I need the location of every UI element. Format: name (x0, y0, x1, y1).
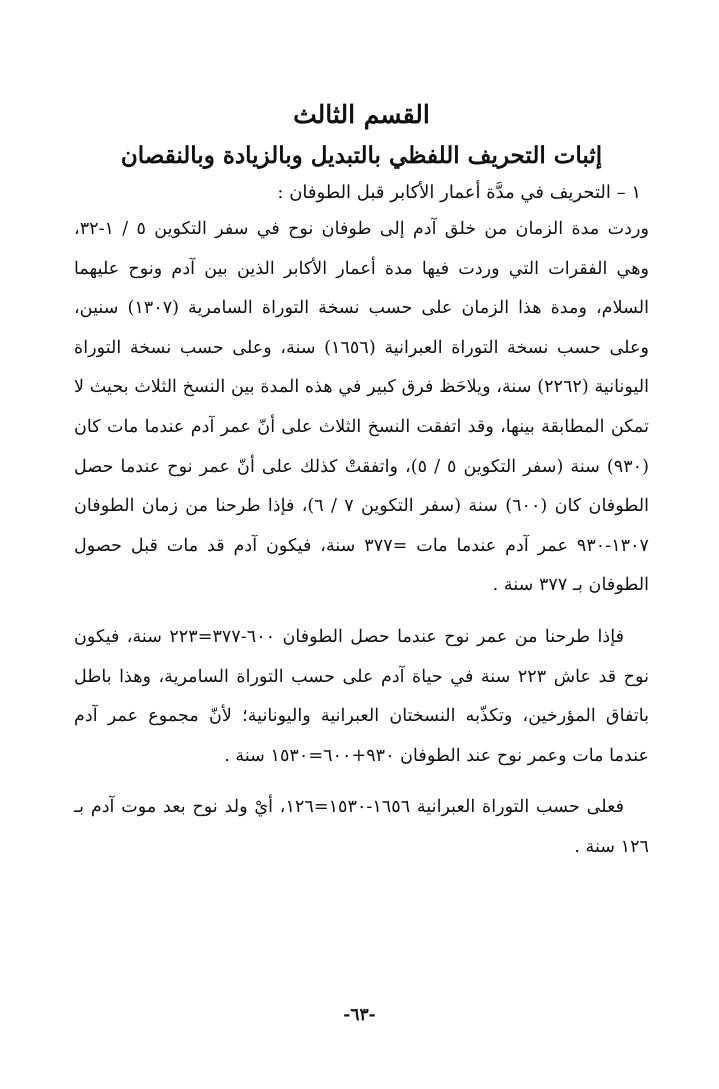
section-title: القسم الثالث (293, 100, 430, 129)
page-content (74, 96, 649, 1089)
paragraph-3: فعلى حسب التوراة العبرانية ١٦٥٦-١٥٣٠=١٢٦، أيْ ولد نوح بعد موت آدم بـ ١٢٦ سنة . (74, 797, 649, 857)
paragraph-1: وردت مدة الزمان من خلق آدم إلى طوفان نوح في سفر التكوين ٥ / ١-٣٢، وهي الفقرات التي وردت فيها مدة أعمار الأكابر الذين بين آدم ونوح عليهما السلام، ومدة هذا الزمان على حسب نسخة التوراة السامرية (١٣٠٧) سنين، وعلى حسب نسخة التوراة العبرانية (١٦٥٦) سنة، وعلى حسب نسخة التوراة اليونانية (٢٢٦٢) سنة، ويلاحَظ فرق كبير في هذه المدة بين النسخ الثلاث بحيث لا تمكن المطابقة بينها، وقد اتفقت النسخ الثلاث على أنّ عمر آدم عندما مات كان (٩٣٠) سنة (سفر التكوين ٥ / ٥)، واتفقتْ كذلك على أنّ عمر نوح عندما حصل الطوفان كان (٦٠٠) سنة (سفر التكوين ٧ / ٦)، فإذا طرحنا من زمان الطوفان ١٣٠٧-٩٣٠ عمر آدم عندما مات =٣٧٧ سنة، فيكون آدم قد مات قبل حصول الطوفان بـ ٣٧٧ سنة . (74, 219, 650, 596)
topic-heading: ١ – التحريف في مدَّة أعمار الأكابر قبل الطوفان : (277, 182, 641, 203)
paragraph-2: فإذا طرحنا من عمر نوح عندما حصل الطوفان ٦٠٠-٣٧٧=٢٢٣ سنة، فيكون نوح قد عاش ٢٢٣ سنة في حياة آدم على حسب التوراة السامرية، وهذا باطل باتفاق المؤرخين، وتكذّبه النسختان العبرانية واليونانية؛ لأنّ مجموع عمر آدم عندما مات وعمر نوح عند الطوفان ٩٣٠+٦٠٠=١٥٣٠ سنة . (74, 626, 649, 766)
section-subtitle: إثبات التحريف اللفظي بالتبديل وبالزيادة وبالنقصان (120, 142, 603, 169)
page-number: -٦٣- (343, 1005, 376, 1025)
